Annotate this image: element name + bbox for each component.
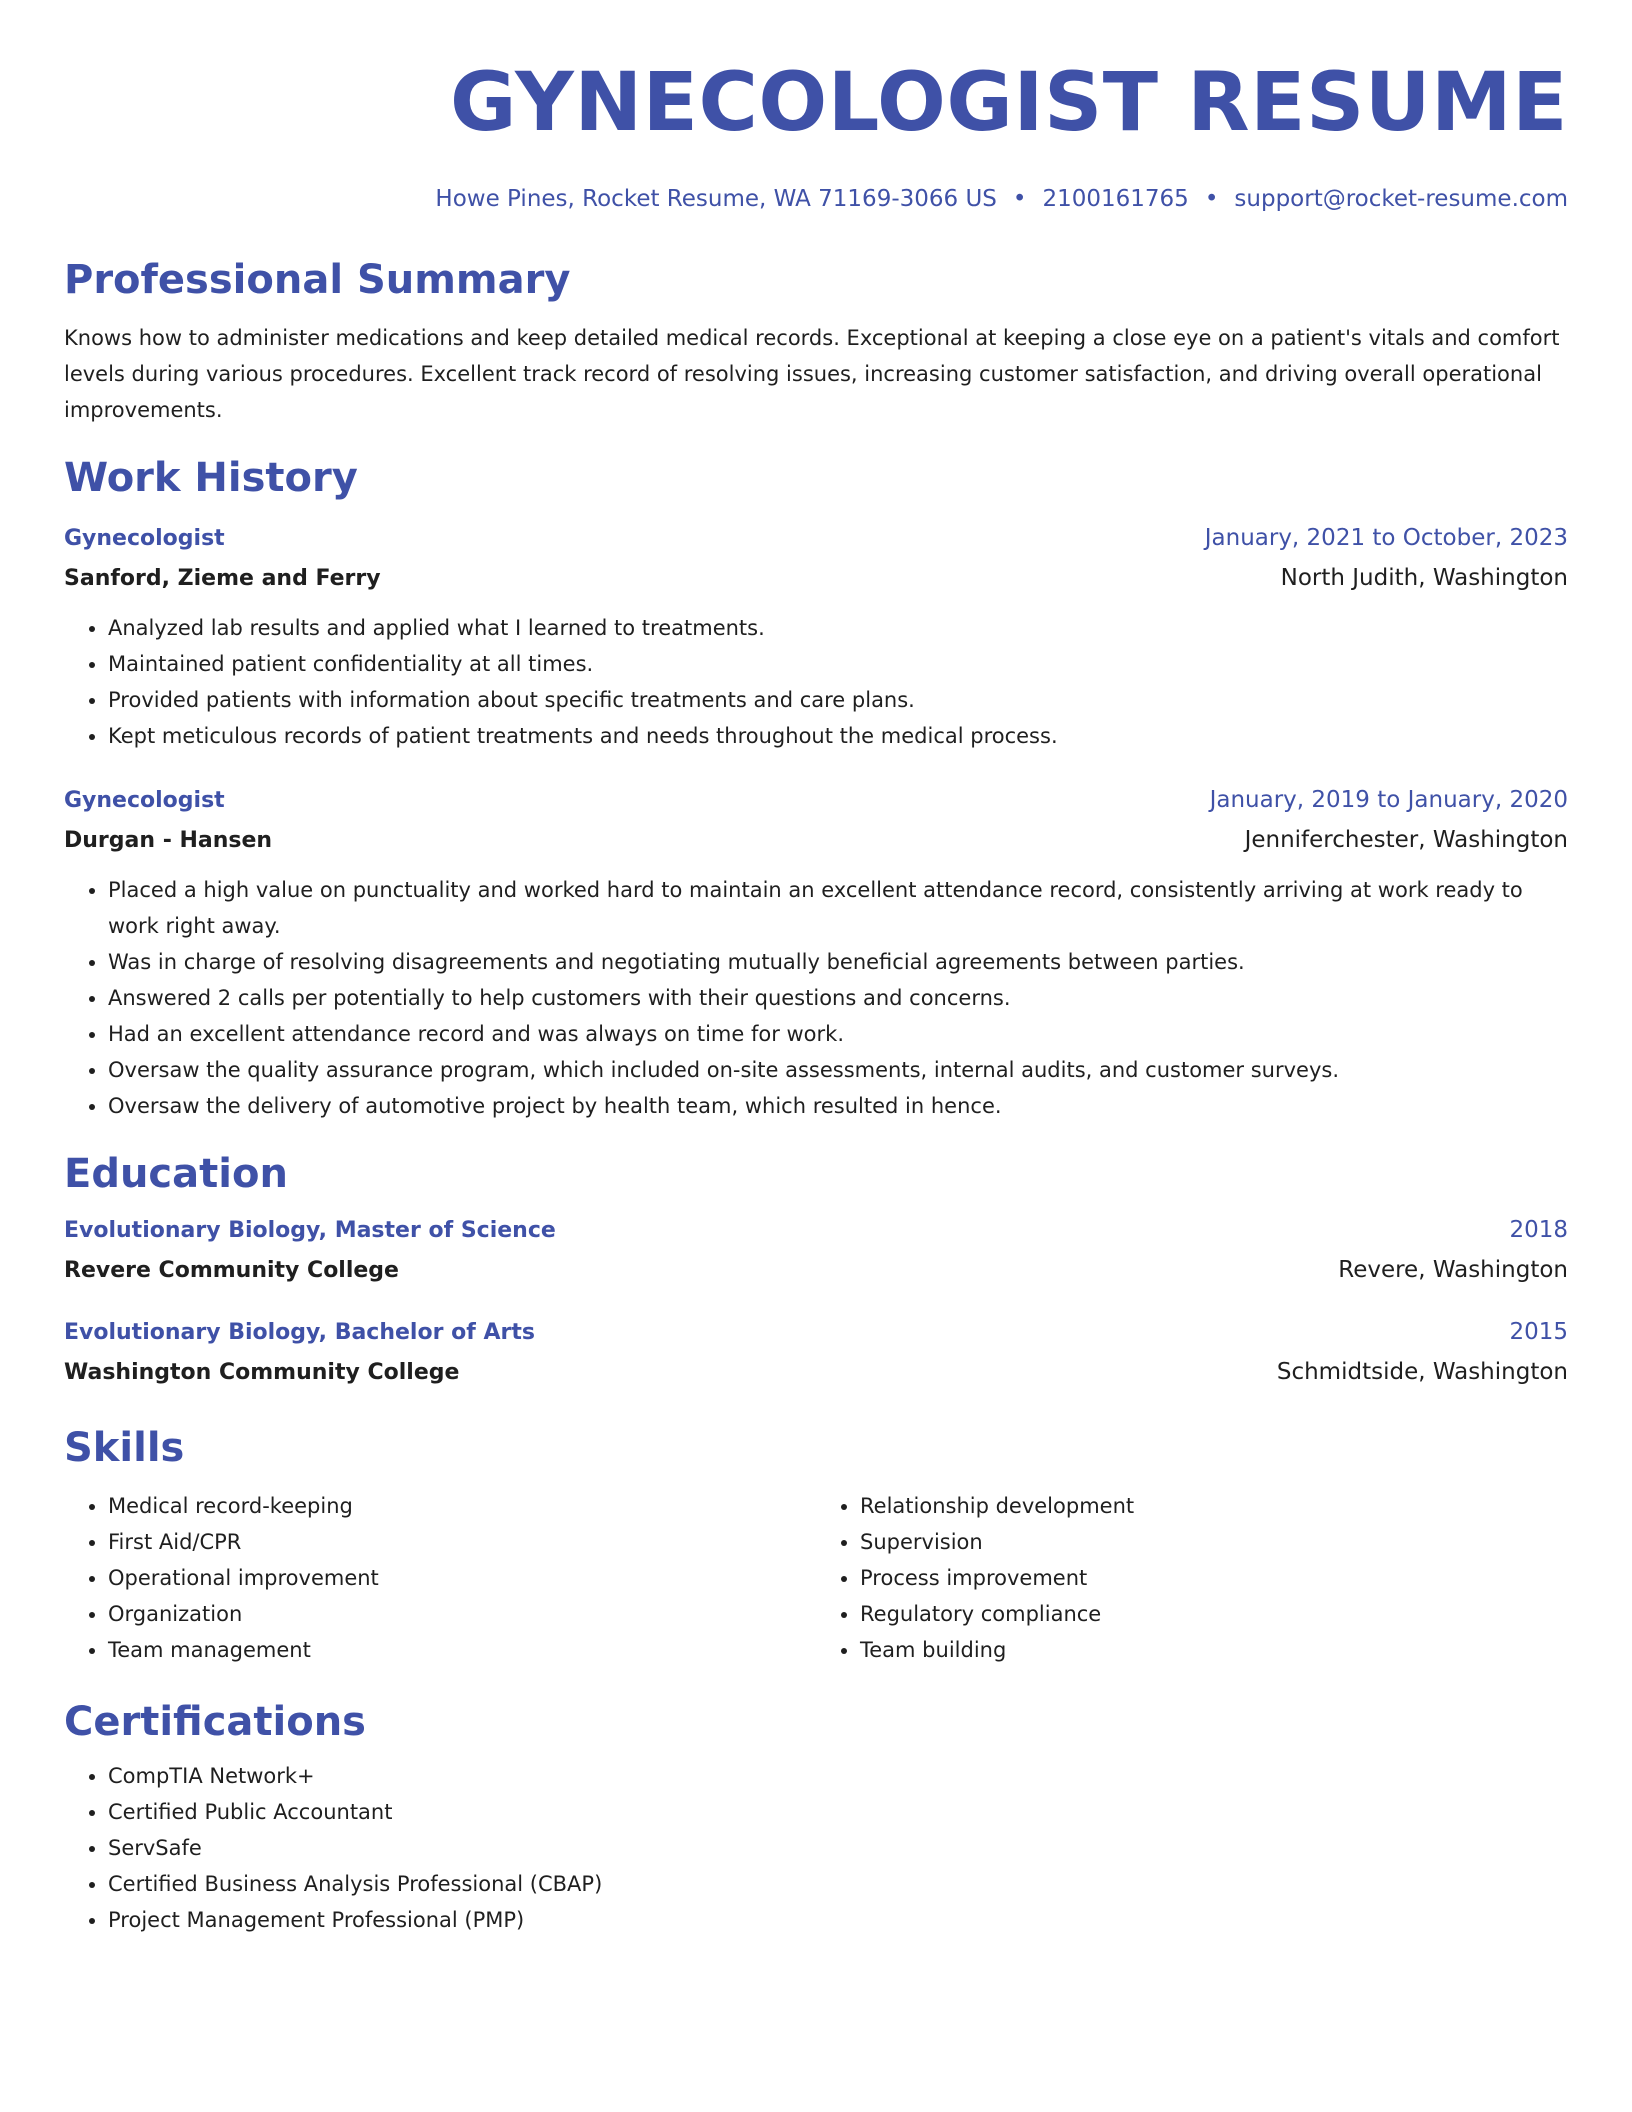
- job-title: Gynecologist: [64, 526, 225, 551]
- skill-item: • Team management: [108, 1632, 816, 1668]
- education-school: Revere Community College: [64, 1258, 399, 1283]
- job-bullet: • Analyzed lab results and applied what I learned to treatments.: [108, 610, 1568, 646]
- job-bullet: • Answered 2 calls per potentially to help customers with their questions and concerns.: [108, 980, 1568, 1016]
- job-bullet: • Provided patients with information about specific treatments and care plans.: [108, 682, 1568, 718]
- education-degree: Evolutionary Biology, Bachelor of Arts: [64, 1320, 535, 1345]
- education-heading: Education: [64, 1151, 288, 1197]
- job-bullet: • Maintained patient confidentiality at all times.: [108, 646, 1568, 682]
- education-location: Schmidtside, Washington: [1276, 1359, 1568, 1385]
- certifications-list: [64, 1758, 1568, 1938]
- education-year: 2015: [1509, 1319, 1568, 1345]
- job-bullet: • Had an excellent attendance record and was always on time for work.: [108, 1016, 1568, 1052]
- skill-item: • Relationship development: [860, 1488, 1568, 1524]
- job-location: North Judith, Washington: [1280, 565, 1568, 591]
- education-degree: Evolutionary Biology, Master of Science: [64, 1218, 556, 1243]
- summary-text: Knows how to administer medications and keep detailed medical records. Exceptional at keeping a close eye on a patient's vitals and comfort levels during various procedures. Excellent track record of resolving issues, increasing customer satisfaction, and driving overall operational improvements.: [64, 326, 1560, 422]
- contact-separator: •: [1204, 186, 1219, 212]
- education-year: 2018: [1509, 1217, 1568, 1243]
- job-company: Sanford, Zieme and Ferry: [64, 566, 381, 591]
- job-bullet: • Placed a high value on punctuality and worked hard to maintain an excellent attendance record, consistently arriving at work ready to work right away.: [108, 872, 1568, 944]
- job-bullet-list: [64, 610, 1568, 754]
- skill-item: • Supervision: [860, 1524, 1568, 1560]
- job-bullet-list: [64, 872, 1568, 1124]
- certification-item: • CompTIA Network+: [108, 1758, 1568, 1794]
- skill-item: • Team building: [860, 1632, 1568, 1668]
- certification-item: • Certified Business Analysis Professional (CBAP): [108, 1866, 1568, 1902]
- education-entry: [64, 1212, 1568, 1292]
- skill-item: • Medical record-keeping: [108, 1488, 816, 1524]
- job-entry: [64, 520, 1568, 754]
- job-title: Gynecologist: [64, 788, 225, 813]
- skills-list-right: [816, 1488, 1568, 1668]
- skills-list-left: [64, 1488, 816, 1668]
- skills-grid: [64, 1488, 1568, 1668]
- contact-separator: •: [1012, 186, 1027, 212]
- skill-item: • Process improvement: [860, 1560, 1568, 1596]
- contact-address: Howe Pines, Rocket Resume, WA 71169-3066 US: [435, 186, 997, 212]
- skill-item: • Operational improvement: [108, 1560, 816, 1596]
- education-location: Revere, Washington: [1338, 1257, 1568, 1283]
- job-bullet: • Oversaw the quality assurance program, which included on-site assessments, internal audits, and customer surveys.: [108, 1052, 1568, 1088]
- job-entry: [64, 782, 1568, 1124]
- job-company: Durgan - Hansen: [64, 828, 273, 853]
- skill-item: • Regulatory compliance: [860, 1596, 1568, 1632]
- education-school: Washington Community College: [64, 1360, 460, 1385]
- job-bullet: • Oversaw the delivery of automotive project by health team, which resulted in hence.: [108, 1088, 1568, 1124]
- summary-heading: Professional Summary: [64, 257, 571, 303]
- job-bullet: • Was in charge of resolving disagreements and negotiating mutually beneficial agreements between parties.: [108, 944, 1568, 980]
- job-bullet: • Kept meticulous records of patient treatments and needs throughout the medical process.: [108, 718, 1568, 754]
- job-dates: January, 2019 to January, 2020: [1209, 787, 1568, 813]
- skill-item: • Organization: [108, 1596, 816, 1632]
- skill-item: • First Aid/CPR: [108, 1524, 816, 1560]
- certifications-heading: Certifications: [64, 1699, 366, 1745]
- certification-item: • Project Management Professional (PMP): [108, 1902, 1568, 1938]
- education-entry: [64, 1314, 1568, 1394]
- contact-line: [64, 184, 1568, 214]
- certification-item: • ServSafe: [108, 1830, 1568, 1866]
- job-dates: January, 2021 to October, 2023: [1204, 525, 1568, 551]
- job-location: Jenniferchester, Washington: [1244, 827, 1568, 853]
- certification-item: • Certified Public Accountant: [108, 1794, 1568, 1830]
- skills-heading: Skills: [64, 1425, 185, 1471]
- contact-phone: 2100161765: [1042, 186, 1189, 212]
- contact-email: support@rocket-resume.com: [1234, 186, 1568, 212]
- work-history-heading: Work History: [64, 455, 358, 501]
- resume-title: GYNECOLOGIST RESUME: [449, 56, 1568, 150]
